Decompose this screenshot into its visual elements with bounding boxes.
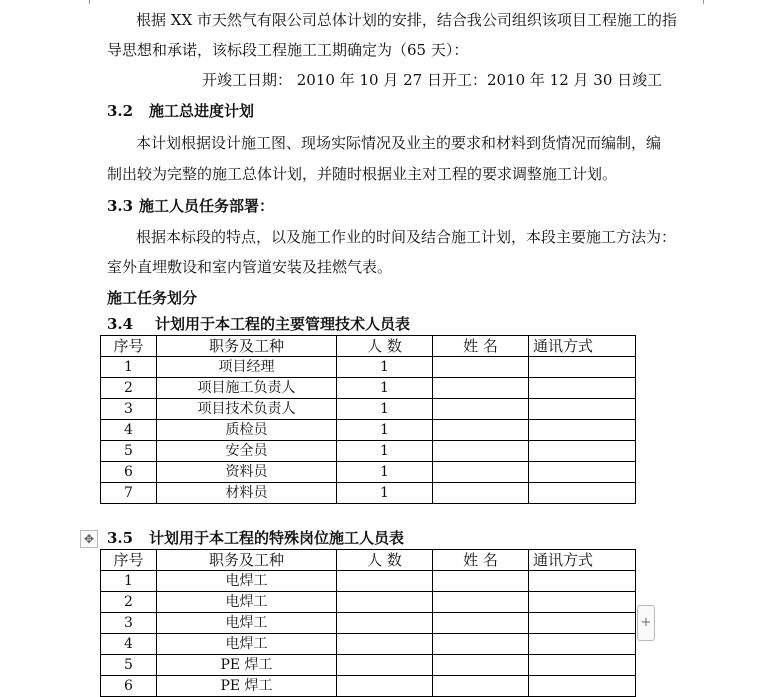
heading-3-3 <box>107 196 274 216</box>
heading-3-5 <box>107 528 404 548</box>
table-cell[interactable] <box>337 613 433 634</box>
table-cell[interactable] <box>529 399 636 420</box>
table-row <box>101 462 636 483</box>
table-row <box>101 483 636 504</box>
table-row <box>101 655 636 676</box>
table-row <box>101 378 636 399</box>
table-cell[interactable] <box>433 571 529 592</box>
table-cell[interactable] <box>433 483 529 504</box>
table-cell[interactable] <box>529 613 636 634</box>
table-cell[interactable]: 1 <box>337 399 433 420</box>
table-cell[interactable] <box>529 676 636 697</box>
table-cell[interactable] <box>529 592 636 613</box>
header-cell: 序号 <box>101 336 157 357</box>
table-cell[interactable]: PE 焊工 <box>157 676 337 697</box>
header-cell: 职务及工种 <box>157 336 337 357</box>
table-cell[interactable]: 1 <box>337 378 433 399</box>
table-cell[interactable] <box>433 378 529 399</box>
paragraph-s33-line2: 室外直埋敷设和室内管道安装及挂燃气表。 <box>107 258 393 276</box>
table-row <box>101 592 636 613</box>
table-cell[interactable]: 项目经理 <box>157 357 337 378</box>
page-corner-mark <box>689 0 704 4</box>
table-cell[interactable] <box>529 462 636 483</box>
paragraph-s32-line1: 本计划根据设计施工图、现场实际情况及业主的要求和材料到货情况而编制，编 <box>136 134 662 152</box>
heading-3-4 <box>107 314 410 334</box>
table-cell[interactable] <box>529 634 636 655</box>
table-cell[interactable]: 1 <box>101 571 157 592</box>
table-row <box>101 613 636 634</box>
paragraph-intro-line2: 导思想和承诺，该标段工程施工工期确定为（65 天）： <box>107 41 469 59</box>
table-row <box>101 571 636 592</box>
table-cell[interactable]: 5 <box>101 441 157 462</box>
table-cell[interactable]: 1 <box>337 483 433 504</box>
table-cell[interactable]: 3 <box>101 399 157 420</box>
table-cell[interactable]: 1 <box>101 357 157 378</box>
heading-title: 施工人员任务部署： <box>139 197 275 215</box>
table-row <box>101 357 636 378</box>
paragraph-s32-line2: 制出较为完整的施工总体计划，并随时根据业主对工程的要求调整施工计划。 <box>107 165 618 183</box>
management-staff-table <box>100 335 636 504</box>
table-cell[interactable] <box>337 655 433 676</box>
plus-icon[interactable]: + <box>637 605 655 641</box>
special-post-staff-table <box>100 549 636 697</box>
table-cell[interactable]: 电焊工 <box>157 613 337 634</box>
table-cell[interactable]: 项目施工负责人 <box>157 378 337 399</box>
heading-3-2 <box>107 101 254 121</box>
header-cell: 职务及工种 <box>157 550 337 571</box>
header-cell: 序号 <box>101 550 157 571</box>
heading-number: 3.2 <box>107 102 134 120</box>
table-cell[interactable]: 电焊工 <box>157 592 337 613</box>
table-cell[interactable]: 资料员 <box>157 462 337 483</box>
table-cell[interactable]: 质检员 <box>157 420 337 441</box>
table-cell[interactable]: 1 <box>337 420 433 441</box>
heading-number: 3.4 <box>107 315 134 333</box>
table-cell[interactable]: 1 <box>337 462 433 483</box>
header-cell: 人 数 <box>337 336 433 357</box>
table-cell[interactable]: 2 <box>101 378 157 399</box>
table-cell[interactable] <box>433 462 529 483</box>
table-row <box>101 634 636 655</box>
table-cell[interactable] <box>433 634 529 655</box>
header-cell: 姓 名 <box>433 336 529 357</box>
table-cell[interactable] <box>433 676 529 697</box>
table-cell[interactable] <box>337 634 433 655</box>
table-cell[interactable] <box>529 441 636 462</box>
heading-number: 3.3 <box>107 197 134 215</box>
page-corner-mark <box>89 0 104 4</box>
table-cell[interactable] <box>433 399 529 420</box>
table-cell[interactable]: 项目技术负责人 <box>157 399 337 420</box>
table-row <box>101 420 636 441</box>
table-cell[interactable]: 3 <box>101 613 157 634</box>
paragraph-s33-line1: 根据本标段的特点，以及施工作业的时间及结合施工计划，本段主要施工方法为： <box>136 228 677 246</box>
table-cell[interactable] <box>529 378 636 399</box>
table-cell[interactable] <box>337 571 433 592</box>
table-row <box>101 441 636 462</box>
heading-title: 施工总进度计划 <box>149 102 255 120</box>
heading-task-division: 施工任务划分 <box>107 289 198 307</box>
paragraph-dates: 开竣工日期： 2010 年 10 月 27 日开工：2010 年 12 月 30 日竣工 <box>202 71 663 89</box>
table-cell[interactable]: 5 <box>101 655 157 676</box>
table-cell[interactable] <box>529 483 636 504</box>
table-cell[interactable] <box>529 655 636 676</box>
table-cell[interactable]: 电焊工 <box>157 634 337 655</box>
table-header-row <box>101 550 636 571</box>
table-cell[interactable]: 材料员 <box>157 483 337 504</box>
table-cell[interactable] <box>529 357 636 378</box>
header-cell: 通讯方式 <box>529 336 636 357</box>
table-cell[interactable] <box>433 357 529 378</box>
table-cell[interactable]: 电焊工 <box>157 571 337 592</box>
table-cell[interactable]: 2 <box>101 592 157 613</box>
table-cell[interactable] <box>433 655 529 676</box>
table-cell[interactable] <box>433 613 529 634</box>
move-cross-icon[interactable]: ✥ <box>80 530 98 548</box>
table-cell[interactable]: 4 <box>101 634 157 655</box>
heading-title: 计划用于本工程的特殊岗位施工人员表 <box>149 529 405 547</box>
table-cell[interactable] <box>337 592 433 613</box>
heading-number: 3.5 <box>107 529 134 547</box>
header-cell: 姓 名 <box>433 550 529 571</box>
table-cell[interactable]: 4 <box>101 420 157 441</box>
table-cell[interactable]: 7 <box>101 483 157 504</box>
paragraph-intro-line1: 根据 XX 市天然气有限公司总体计划的安排，结合我公司组织该项目工程施工的指 <box>136 11 677 29</box>
table-cell[interactable]: 6 <box>101 462 157 483</box>
table-header-row <box>101 336 636 357</box>
header-cell: 人 数 <box>337 550 433 571</box>
heading-title: 计划用于本工程的主要管理技术人员表 <box>155 315 411 333</box>
table-cell[interactable] <box>433 592 529 613</box>
table-cell[interactable] <box>433 420 529 441</box>
table-cell[interactable]: 安全员 <box>157 441 337 462</box>
table-cell[interactable]: 1 <box>337 441 433 462</box>
table-row <box>101 676 636 697</box>
table-cell[interactable]: 1 <box>337 357 433 378</box>
table-row <box>101 399 636 420</box>
table-cell[interactable] <box>337 676 433 697</box>
table-cell[interactable]: PE 焊工 <box>157 655 337 676</box>
table-cell[interactable] <box>529 420 636 441</box>
table-cell[interactable] <box>529 571 636 592</box>
table-cell[interactable] <box>433 441 529 462</box>
table-cell[interactable]: 6 <box>101 676 157 697</box>
header-cell: 通讯方式 <box>529 550 636 571</box>
